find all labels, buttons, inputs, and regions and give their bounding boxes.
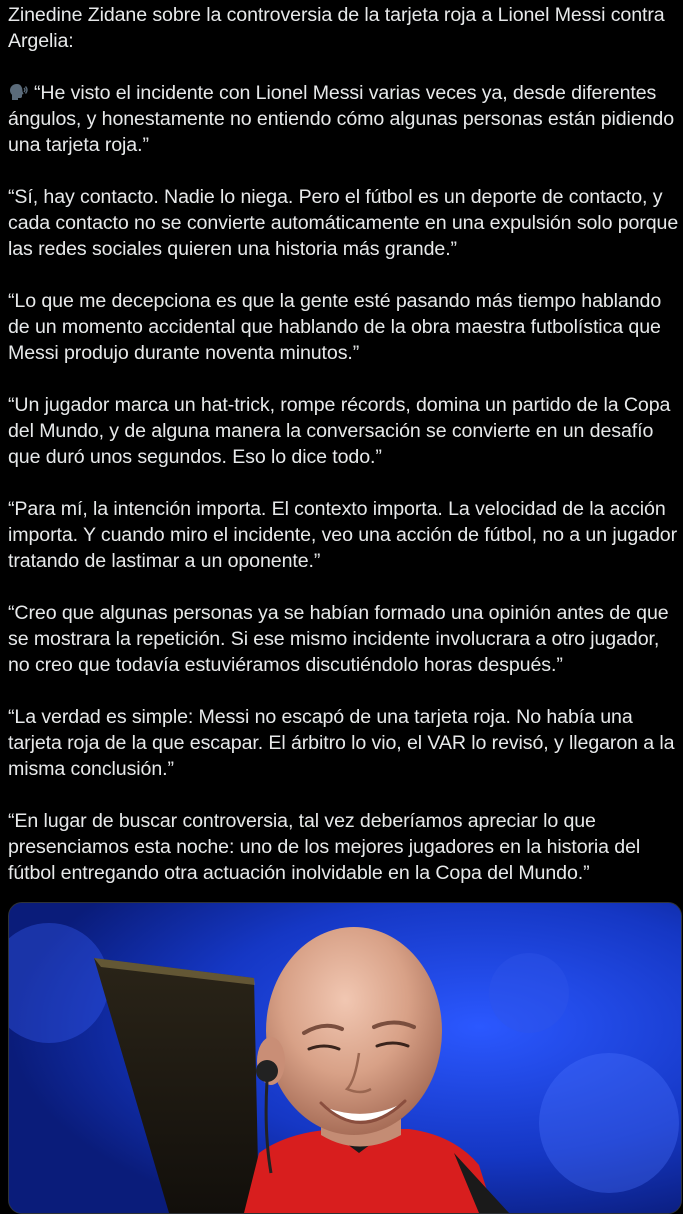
- post-text: [8, 2, 680, 912]
- quote-paragraph: “Un jugador marca un hat-trick, rompe récords, domina un partido de la Copa del Mundo, y de alguna manera la conversación se convierte en un desafío que duró unos segundos. Eso lo dice todo.”: [8, 394, 671, 468]
- post-intro: Zinedine Zidane sobre la controversia de la tarjeta roja a Lionel Messi contra Argelia:: [8, 4, 665, 52]
- photo-zidane: [9, 903, 681, 1213]
- quote-text: “He visto el incidente con Lionel Messi varias veces ya, desde diferentes ángulos, y honestamente no entiendo cómo algunas personas están pidiendo una tarjeta roja.”: [8, 82, 675, 156]
- quote-paragraph: [8, 80, 680, 158]
- quote-paragraph: “En lugar de buscar controversia, tal vez deberíamos apreciar lo que presenciamos esta noche: uno de los mejores jugadores en la historia del fútbol entregando otra actuación inolvidable en la Copa del Mundo.”: [8, 810, 641, 884]
- quote-paragraph: “Para mí, la intención importa. El contexto importa. La velocidad de la acción importa. Y cuando miro el incidente, veo una acción de fútbol, no a un jugador tratando de lastimar a un oponente.”: [8, 498, 677, 572]
- quote-paragraph: “La verdad es simple: Messi no escapó de una tarjeta roja. No había una tarjeta roja de la que escapar. El árbitro lo vio, el VAR lo revisó, y llegaron a la misma conclusión.”: [8, 706, 675, 780]
- quote-paragraph: “Lo que me decepciona es que la gente esté pasando más tiempo hablando de un momento accidental que hablando de la obra maestra futbolística que Messi produjo durante noventa minutos.”: [8, 290, 662, 364]
- quote-paragraph: “Creo que algunas personas ya se habían formado una opinión antes de que se mostrara la repetición. Si ese mismo incidente involucrara a otro jugador, no creo que todavía estuviéramos discutiéndolo horas después.”: [8, 602, 669, 676]
- post-media-photo[interactable]: [8, 902, 682, 1214]
- speaking-head-icon: [8, 82, 28, 102]
- quote-paragraph: “Sí, hay contacto. Nadie lo niega. Pero el fútbol es un deporte de contacto, y cada contacto no se convierte automáticamente en una expulsión solo porque las redes sociales quieren una historia más grande.”: [8, 186, 679, 260]
